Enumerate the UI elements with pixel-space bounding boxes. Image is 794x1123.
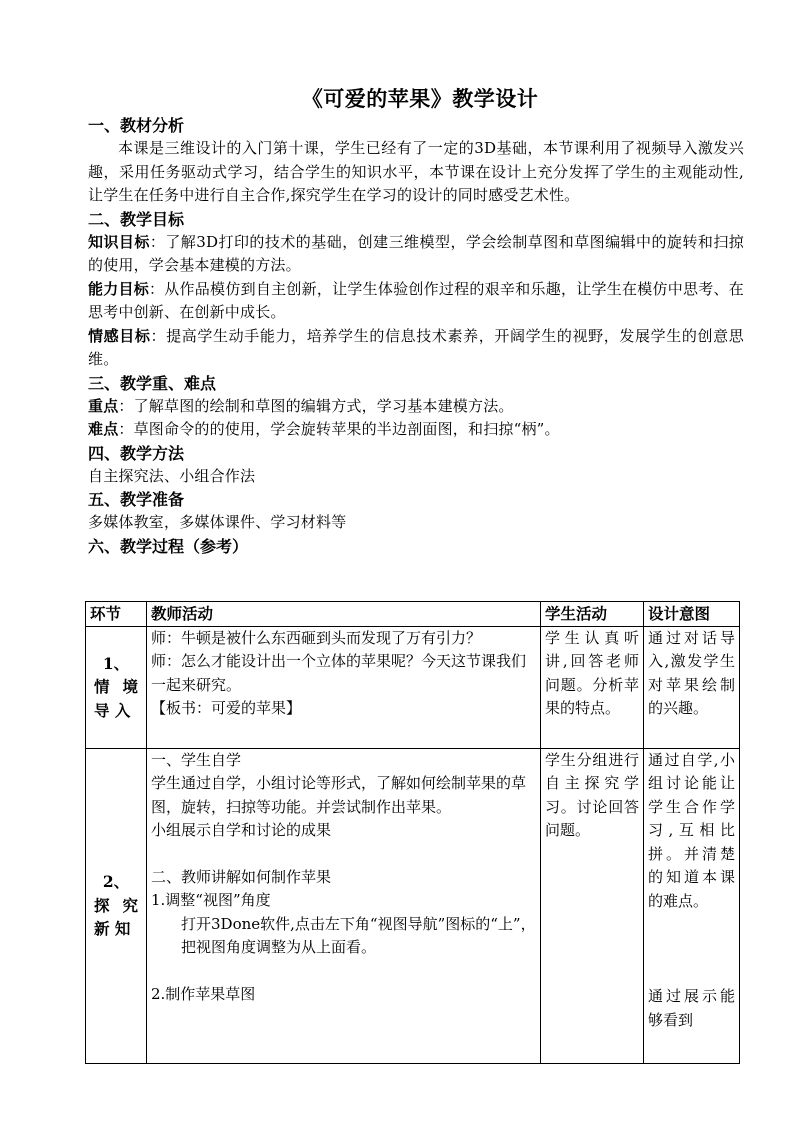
section-body-5: 多媒体教室，多媒体课件、学习材料等 [88, 513, 347, 531]
spacer [648, 913, 735, 985]
goal-emotion-text: ：提高学生动手能力，培养学生的信息技术素养，开阔学生的视野，发展学生的创意思维。 [88, 326, 744, 368]
section-heading-3: 三、教学重、难点 [88, 373, 217, 393]
stage-number: 1、 [102, 653, 130, 673]
section-heading-4: 四、教学方法 [88, 443, 185, 463]
table-row [86, 748, 740, 1063]
teacher-line: 2.制作苹果草图 [151, 984, 256, 1003]
stage-number: 2、 [102, 872, 130, 892]
teacher-line: 二、教师讲解如何制作苹果 [151, 867, 332, 886]
goal-knowledge [88, 231, 744, 278]
section-heading-5: 五、教学准备 [88, 490, 185, 509]
design-intent-cell [644, 748, 740, 1063]
goal-ability-text: ：从作品模仿到自主创新，让学生体验创作过程的艰辛和乐趣，让学生在模仿中思考、在思考中创新、在创新中成长。 [88, 279, 744, 321]
table-row [86, 626, 740, 748]
student-activity-cell: 学生认真听讲,回答老师问题。分析苹果的特点。 [541, 626, 644, 748]
spacer [151, 960, 536, 983]
header-teacher: 教师活动 [147, 602, 541, 627]
teacher-line: 学生通过自学，小组讨论等形式，了解如何绘制苹果的草图，旋转，扫掠等功能。并尝试制作出苹果。 [151, 774, 527, 816]
section-heading-6: 六、教学过程（参考） [88, 536, 249, 556]
section-body-4: 自主探究法、小组合作法 [88, 466, 256, 485]
difficult-point-text: ：草图命令的的使用，学会旋转苹果的半边剖面图，和扫掠“柄”。 [118, 420, 560, 438]
teacher-line: 打开3Done软件,点击左下角“视图导航”图标的“上”，把视图角度调整为从上面看。 [181, 914, 536, 956]
key-point-label: 重点 [88, 396, 119, 415]
header-stage: 环节 [86, 602, 147, 627]
goal-emotion-label: 情感目标 [88, 326, 151, 345]
section-heading-1: 一、教材分析 [88, 116, 185, 135]
teacher-line: 师：牛顿是被什么东西砸到头而发现了万有引力？ [151, 628, 482, 647]
design-intent-text: 通过展示能够看到 [648, 987, 735, 1029]
difficult-point [88, 418, 744, 442]
teacher-line: 师：怎么才能设计出一个立体的苹果呢？今天这节课我们一起来研究。 [151, 652, 527, 694]
table-header-row [86, 602, 740, 627]
teacher-line: 1.调整“视图”角度 [151, 891, 271, 909]
goal-ability-label: 能力目标 [88, 279, 150, 298]
design-intent-cell: 通过对话导入,激发学生对苹果绘制的兴趣。 [644, 626, 740, 748]
stage-cell [86, 626, 147, 748]
section-body-1: 本课是三维设计的入门第十课，学生已经有了一定的3D基础，本节课利用了视频导入激发兴趣，采用任务驱动式学习，结合学生的知识水平，本节课在设计上充分发挥了学生的主观能动性,让学生在任务中进行自主合作,探究学生在学习的设计的同时感受艺术性。 [88, 139, 744, 204]
teacher-line: 一、学生自学 [151, 750, 242, 769]
student-activity-cell: 学生分组进行自主探究学习。讨论回答问题。 [541, 748, 644, 1063]
goal-emotion [88, 325, 744, 372]
goal-knowledge-text: ：了解3D打印的技术的基础，创建三维模型，学会绘制草图和草图编辑中的旋转和扫掠的使用，学会基本建模的方法。 [88, 232, 744, 274]
header-intent: 设计意图 [644, 602, 740, 627]
key-point [88, 395, 744, 419]
key-point-text: ：了解草图的绘制和草图的编辑方式，学习基本建模方法。 [118, 396, 514, 415]
difficult-point-label: 难点 [88, 420, 119, 438]
teacher-activity-cell [147, 626, 541, 748]
stage-name: 探 究 新 知 [94, 895, 138, 939]
stage-cell [86, 748, 147, 1063]
document-title: 《可爱的苹果》教学设计 [301, 86, 539, 111]
spacer [151, 843, 536, 866]
document-page [88, 84, 744, 558]
goal-ability [88, 278, 744, 325]
process-table [85, 601, 740, 1064]
design-intent-text: 通过自学,小组讨论能让学生合作学习,互相比拼。并清楚的知道本课的难点。 [648, 750, 735, 910]
teacher-line: 小组展示自学和讨论的成果 [151, 821, 332, 839]
section-heading-2: 二、教学目标 [88, 209, 185, 229]
stage-name: 情 境 导 入 [94, 677, 138, 720]
goal-knowledge-label: 知识目标 [88, 232, 150, 251]
header-student: 学生活动 [541, 602, 644, 627]
teacher-line: 【板书：可爱的苹果】 [151, 699, 302, 717]
teacher-activity-cell [147, 748, 541, 1063]
